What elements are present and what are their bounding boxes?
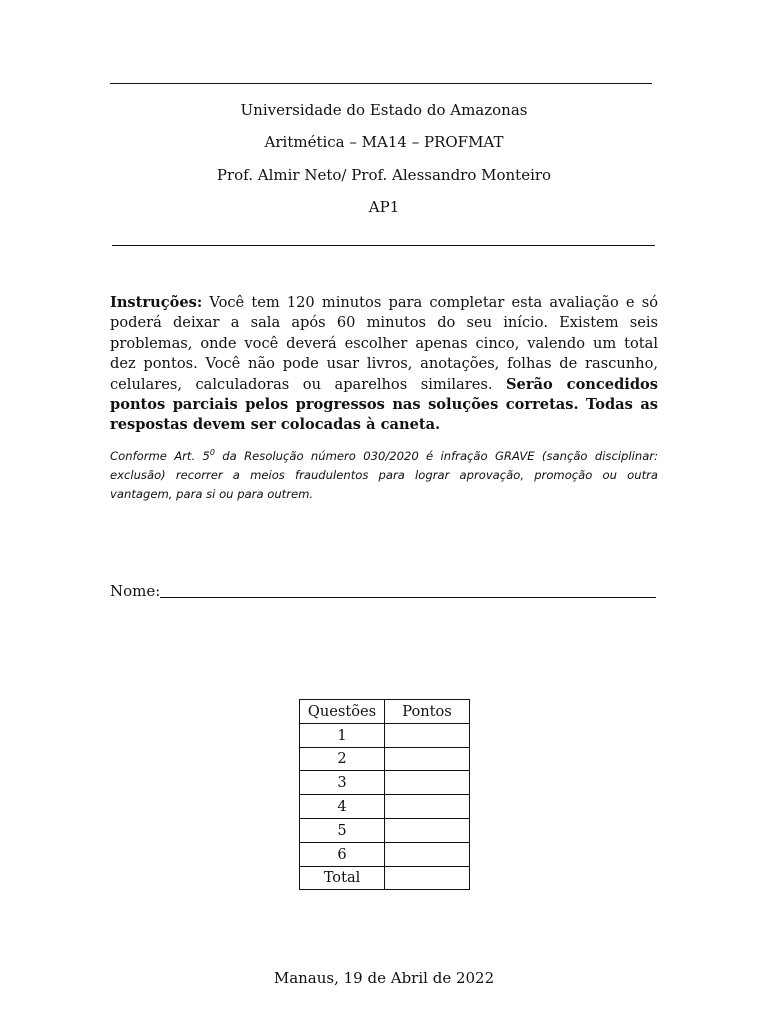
bottom-header-rule <box>112 245 655 246</box>
name-input-line[interactable] <box>160 597 656 598</box>
table-row <box>300 723 470 747</box>
course-title: Aritmética – MA14 – PROFMAT <box>264 133 504 151</box>
table-row <box>300 771 470 795</box>
table-header-row <box>300 700 470 724</box>
instructions-label: Instruções: <box>110 294 203 311</box>
points-cell[interactable] <box>385 747 470 771</box>
notice-prefix: Conforme Art. 5 <box>110 449 210 463</box>
exam-title: AP1 <box>368 198 400 216</box>
notice-superscript: 0 <box>209 448 215 458</box>
header-questoes: Questões <box>300 700 385 724</box>
place-date: Manaus, 19 de Abril de 2022 <box>273 969 495 987</box>
table-row <box>300 818 470 842</box>
grades-table <box>299 699 470 890</box>
question-number: 1 <box>300 723 385 747</box>
question-number: 5 <box>300 818 385 842</box>
question-number: 6 <box>300 842 385 866</box>
notice-suffix: da Resolução número 030/2020 é infração GRAVE (sanção disciplinar: exclusão) recorrer a meios fraudulentos para lograr aprovação, promoção ou outra vantagem, para si ou para outrem. <box>110 449 658 501</box>
total-points-cell[interactable] <box>385 866 470 890</box>
question-number: 4 <box>300 795 385 819</box>
table-row <box>300 795 470 819</box>
disciplinary-notice <box>110 447 658 504</box>
table-row <box>300 842 470 866</box>
question-number: 3 <box>300 771 385 795</box>
total-label: Total <box>300 866 385 890</box>
points-cell[interactable] <box>385 795 470 819</box>
instructions-text: Você tem 120 minutos para completar esta avaliação e só poderá deixar a sala após 60 minutos do seu início. Existem seis problemas, onde você deverá escolher apenas cinco, valendo um total dez pontos. Você não pode usar livros, anotações, folhas de rascunho, celulares, calculadoras ou aparelhos similares. <box>110 294 658 393</box>
professors-line: Prof. Almir Neto/ Prof. Alessandro Monteiro <box>216 166 552 184</box>
header-pontos: Pontos <box>385 700 470 724</box>
table-row <box>300 747 470 771</box>
name-label: Nome: <box>110 582 161 600</box>
points-cell[interactable] <box>385 842 470 866</box>
instructions-block <box>110 293 658 436</box>
points-cell[interactable] <box>385 818 470 842</box>
top-rule <box>110 83 652 84</box>
points-cell[interactable] <box>385 771 470 795</box>
points-cell[interactable] <box>385 723 470 747</box>
question-number: 2 <box>300 747 385 771</box>
table-row-total <box>300 866 470 890</box>
institution-name: Universidade do Estado do Amazonas <box>240 101 528 119</box>
instructions-bold-text: Serão concedidos pontos parciais pelos progressos nas soluções corretas. Todas as respostas devem ser colocadas à caneta. <box>110 375 658 434</box>
